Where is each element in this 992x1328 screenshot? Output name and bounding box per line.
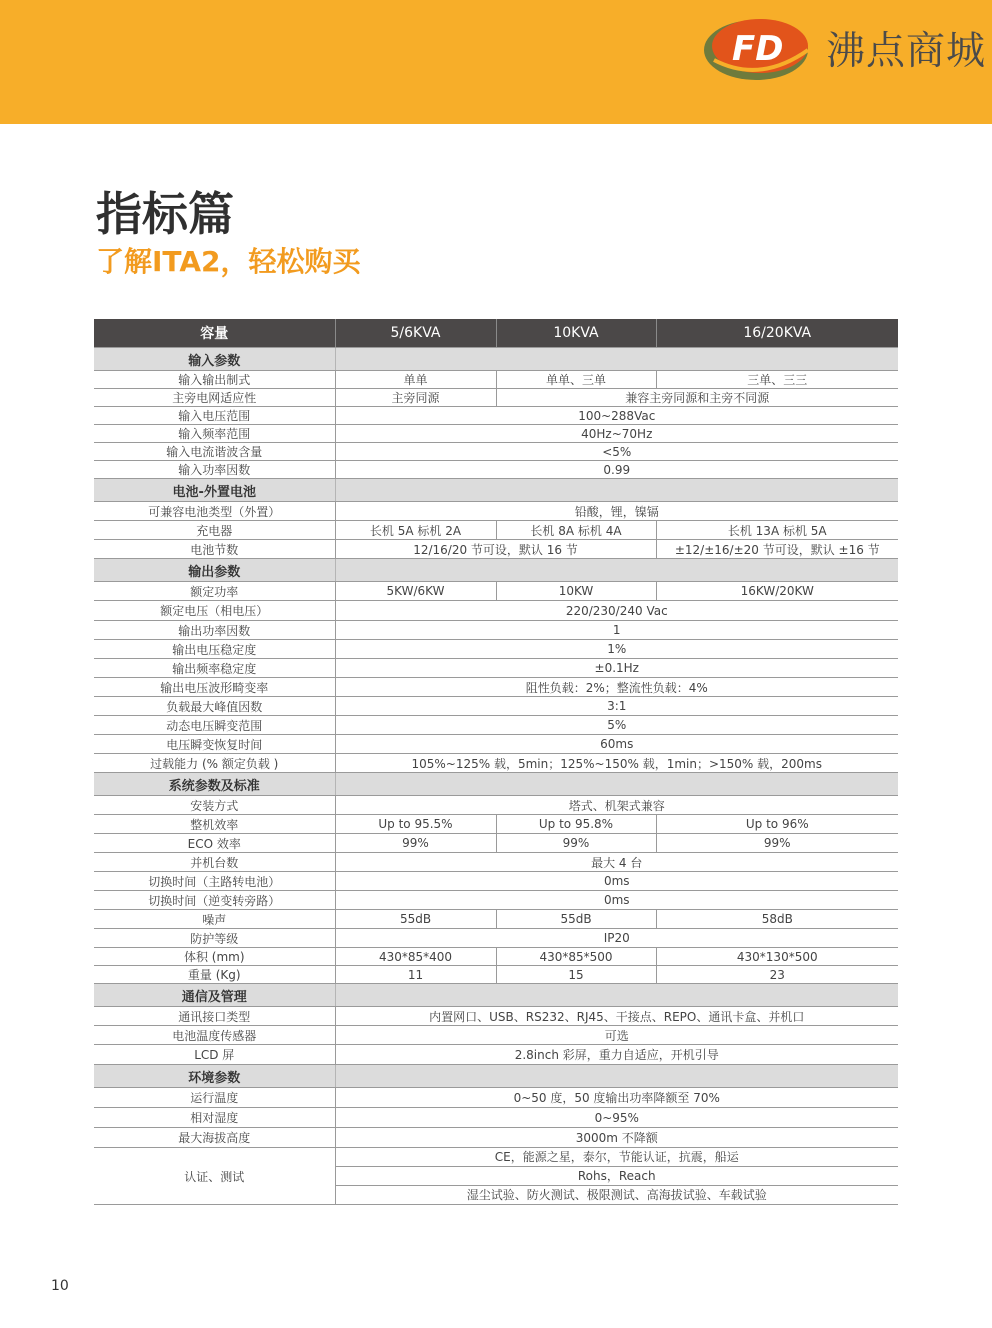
cell-value: 430*130*500: [656, 948, 898, 966]
table-row: [94, 407, 898, 425]
row-label: 主旁电网适应性: [94, 389, 335, 407]
cell-value: 长机 13A 标机 5A: [656, 521, 898, 540]
section-battery: [94, 479, 898, 502]
row-label: 额定功率: [94, 582, 335, 601]
cell-value: 430*85*400: [335, 948, 496, 966]
table-row: [94, 640, 898, 659]
table-row: [94, 1088, 898, 1108]
table-row: [94, 601, 898, 621]
cell-value: 1%: [335, 640, 898, 659]
row-label: 电压瞬变恢复时间: [94, 735, 335, 754]
cell-value: Up to 95.5%: [335, 815, 496, 834]
table-row: [94, 425, 898, 443]
row-label: 电池温度传感器: [94, 1026, 335, 1045]
row-label: 输入功率因数: [94, 461, 335, 479]
table-row: [94, 796, 898, 815]
cell-value: 0~95%: [335, 1108, 898, 1128]
table-row: [94, 815, 898, 834]
page-subtitle: 了解ITA2，轻松购买: [96, 245, 361, 278]
row-label: 输出功率因数: [94, 621, 335, 640]
table-row: [94, 621, 898, 640]
table-row: [94, 716, 898, 735]
cell-value: 0ms: [335, 872, 898, 891]
cell-value: 兼容主旁同源和主旁不同源: [496, 389, 898, 407]
table-row: [94, 1026, 898, 1045]
section-output: [94, 559, 898, 582]
table-row: [94, 697, 898, 716]
brand-name: 沸点商城: [826, 29, 987, 74]
cell-value: 长机 5A 标机 2A: [335, 521, 496, 540]
section-title: 系统参数及标准: [94, 773, 335, 796]
table-row: [94, 910, 898, 929]
cell-value: 55dB: [496, 910, 656, 929]
row-label: LCD 屏: [94, 1045, 335, 1065]
cert-line: 湿尘试验、防火测试、极限测试、高海拔试验、车载试验: [466, 1188, 767, 1202]
table-row: [94, 853, 898, 872]
header-16-20kva: 16/20KVA: [656, 319, 898, 348]
table-row: [94, 521, 898, 540]
cell-value: ±12/±16/±20 节可设，默认 ±16 节: [656, 540, 898, 559]
cert-cell: [335, 1148, 898, 1205]
table-row: [94, 929, 898, 948]
cell-value: <5%: [335, 443, 898, 461]
table-row: [94, 1045, 898, 1065]
cell-value: 16KW/20KW: [656, 582, 898, 601]
cell-value: 最大 4 台: [335, 853, 898, 872]
cell-value: 2.8inch 彩屏，重力自适应，开机引导: [335, 1045, 898, 1065]
section-title: 输入参数: [94, 348, 335, 371]
table-row: [94, 659, 898, 678]
table-row: [94, 1148, 898, 1205]
row-label: 输入电压范围: [94, 407, 335, 425]
section-input: [94, 348, 898, 371]
row-label: ECO 效率: [94, 834, 335, 853]
row-label: 认证、测试: [94, 1148, 335, 1205]
cell-value: Up to 95.8%: [496, 815, 656, 834]
table-row: [94, 735, 898, 754]
cell-value: 12/16/20 节可设，默认 16 节: [335, 540, 656, 559]
cert-line: CE，能源之星，泰尔，节能认证，抗震，船运: [336, 1148, 899, 1167]
cell-value: 0.99: [335, 461, 898, 479]
cell-value: 长机 8A 标机 4A: [496, 521, 656, 540]
cell-value: 10KW: [496, 582, 656, 601]
section-system: [94, 773, 898, 796]
row-label: 动态电压瞬变范围: [94, 716, 335, 735]
cell-value: 11: [335, 966, 496, 984]
cell-value: 铅酸，锂，镍镉: [335, 502, 898, 521]
cell-value: 23: [656, 966, 898, 984]
section-title: 输出参数: [94, 559, 335, 582]
cell-value: 105%~125% 载，5min；125%~150% 载，1min；>150% 载，200ms: [335, 754, 898, 773]
cell-value: IP20: [335, 929, 898, 948]
row-label: 噪声: [94, 910, 335, 929]
cell-value: 99%: [335, 834, 496, 853]
page-number: 10: [51, 1278, 69, 1294]
cell-value: 3:1: [335, 697, 898, 716]
section-comm: [94, 984, 898, 1007]
row-label: 体积 (mm): [94, 948, 335, 966]
cell-value: 阻性负载：2%；整流性负载：4%: [335, 678, 898, 697]
cell-value: 单单: [335, 371, 496, 389]
cell-value: 15: [496, 966, 656, 984]
cell-value: 可选: [335, 1026, 898, 1045]
spec-table: [94, 319, 898, 1205]
table-row: [94, 582, 898, 601]
table-row: [94, 540, 898, 559]
table-row: [94, 872, 898, 891]
header-capacity: 容量: [94, 319, 335, 348]
cell-value: 99%: [496, 834, 656, 853]
row-label: 运行温度: [94, 1088, 335, 1108]
row-label: 整机效率: [94, 815, 335, 834]
row-label: 输入频率范围: [94, 425, 335, 443]
cell-value: 58dB: [656, 910, 898, 929]
table-row: [94, 1007, 898, 1026]
logo-letters: FD: [732, 29, 784, 69]
cell-value: 220/230/240 Vac: [335, 601, 898, 621]
cell-value: 内置网口、USB、RS232、RJ45、干接点、REPO、通讯卡盒、并机口: [335, 1007, 898, 1026]
header-5-6kva: 5/6KVA: [335, 319, 496, 348]
table-row: [94, 754, 898, 773]
cell-value: 主旁同源: [335, 389, 496, 407]
cell-value: 三单、三三: [656, 371, 898, 389]
cell-value: 0~50 度，50 度输出功率降额至 70%: [335, 1088, 898, 1108]
row-label: 输入输出制式: [94, 371, 335, 389]
cell-value: 40Hz~70Hz: [335, 425, 898, 443]
row-label: 负载最大峰值因数: [94, 697, 335, 716]
table-row: [94, 502, 898, 521]
table-header-row: [94, 319, 898, 348]
table-row: [94, 948, 898, 966]
table-row: [94, 891, 898, 910]
table-row: [94, 461, 898, 479]
cert-line: Rohs，Reach: [336, 1167, 899, 1186]
row-label: 安装方式: [94, 796, 335, 815]
table-row: [94, 966, 898, 984]
section-title: 通信及管理: [94, 984, 335, 1007]
row-label: 输出电压波形畸变率: [94, 678, 335, 697]
row-label: 最大海拔高度: [94, 1128, 335, 1148]
table-row: [94, 371, 898, 389]
cell-value: 55dB: [335, 910, 496, 929]
header-10kva: 10KVA: [496, 319, 656, 348]
page-title: 指标篇: [96, 187, 234, 241]
row-label: 输出电压稳定度: [94, 640, 335, 659]
cell-value: 99%: [656, 834, 898, 853]
cell-value: 0ms: [335, 891, 898, 910]
table-row: [94, 678, 898, 697]
table-row: [94, 443, 898, 461]
table-row: [94, 389, 898, 407]
cell-value: 430*85*500: [496, 948, 656, 966]
row-label: 切换时间（主路转电池）: [94, 872, 335, 891]
cell-value: 60ms: [335, 735, 898, 754]
row-label: 可兼容电池类型（外置）: [94, 502, 335, 521]
row-label: 输出频率稳定度: [94, 659, 335, 678]
row-label: 相对湿度: [94, 1108, 335, 1128]
row-label: 切换时间（逆变转旁路）: [94, 891, 335, 910]
cell-value: 1: [335, 621, 898, 640]
section-env: [94, 1065, 898, 1088]
cell-value: 塔式、机架式兼容: [335, 796, 898, 815]
table-row: [94, 1128, 898, 1148]
row-label: 过载能力 (% 额定负载 ): [94, 754, 335, 773]
row-label: 重量 (Kg): [94, 966, 335, 984]
cell-value: 100~288Vac: [335, 407, 898, 425]
table-row: [94, 1108, 898, 1128]
cell-value: Up to 96%: [656, 815, 898, 834]
cell-value: ±0.1Hz: [335, 659, 898, 678]
cell-value: 单单、三单: [496, 371, 656, 389]
row-label: 并机台数: [94, 853, 335, 872]
top-banner: [0, 0, 992, 124]
section-title: 电池-外置电池: [94, 479, 335, 502]
row-label: 额定电压（相电压）: [94, 601, 335, 621]
table-row: [94, 834, 898, 853]
cell-value: 5%: [335, 716, 898, 735]
row-label: 电池节数: [94, 540, 335, 559]
cell-value: 3000m 不降额: [335, 1128, 898, 1148]
section-title: 环境参数: [94, 1065, 335, 1088]
row-label: 输入电流谐波含量: [94, 443, 335, 461]
cell-value: 5KW/6KW: [335, 582, 496, 601]
row-label: 充电器: [94, 521, 335, 540]
row-label: 防护等级: [94, 929, 335, 948]
row-label: 通讯接口类型: [94, 1007, 335, 1026]
